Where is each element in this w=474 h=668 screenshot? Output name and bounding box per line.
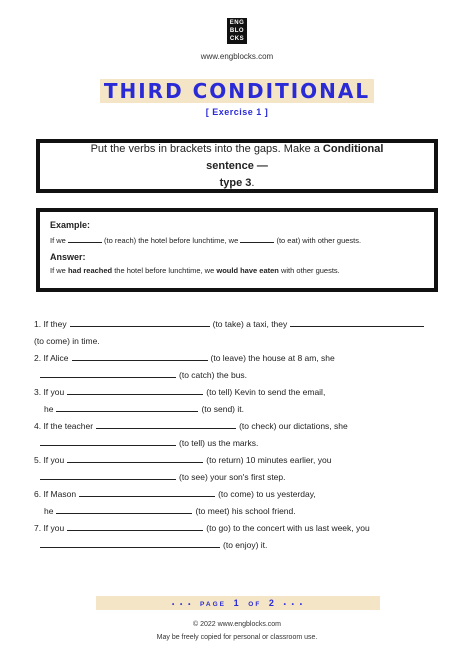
exercise-text: (to take) a taxi, they [212,319,288,329]
engblocks-logo [227,18,247,44]
site-url[interactable]: www.engblocks.com [200,52,274,61]
exercise-text: (to come) in time. [34,336,100,346]
example-heading: Example: [50,220,91,230]
page-title: THIRD CONDITIONAL [100,79,374,103]
exercise-text: 6. If Mason [34,489,77,499]
exercise-text: (to catch) the bus. [179,370,248,380]
answer-blank[interactable] [40,435,176,446]
answer-bold: had reached [67,266,113,275]
answer-blank[interactable] [40,367,176,378]
exercise-item-2 [34,350,444,384]
exercise-item-4 [34,418,444,452]
answer-blank[interactable] [56,503,192,514]
exercise-text: (to go) to the concert with us last week, you [206,523,370,533]
answer-blank[interactable] [290,316,424,327]
logo-line: ENG [229,20,245,26]
exercise-text: 3. If you [34,387,65,397]
exercise-text: (to return) 10 minutes earlier, you [206,455,332,465]
answer-heading: Answer: [50,252,86,262]
example-box [36,208,438,292]
logo-line: CKS [229,36,245,42]
exercise-item-7 [34,520,444,554]
example-part: (to reach) the hotel before lunchtime, we [104,236,239,245]
title-wrap [0,79,474,103]
instructions-end: . [251,176,255,189]
answer-blank[interactable] [67,452,203,463]
dots-decoration: • • • [283,601,305,608]
exercise-item-1 [34,316,444,350]
instructions-box [36,139,438,193]
instructions-bold: Conditional sentence — [206,142,384,172]
example-gap [240,234,274,243]
page-word: PAGE [200,601,226,608]
exercise-text: he [44,404,54,414]
exercise-text: (to meet) his school friend. [195,506,296,516]
exercise-text: (to come) to us yesterday, [218,489,316,499]
answer-blank[interactable] [67,384,203,395]
answer-bold: would have eaten [216,266,279,275]
page-total: 2 [268,598,276,608]
page-number: 1 [233,598,241,608]
copyright: © 2022 www.engblocks.com [192,621,282,628]
exercise-text: 4. If the teacher [34,421,94,431]
exercise-text: (to check) our dictations, she [239,421,348,431]
exercise-text: (to see) your son's first step. [179,472,286,482]
logo-line: BLO [229,28,245,34]
of-word: OF [248,601,262,608]
exercise-text: (to tell) us the marks. [179,438,259,448]
exercise-text: (to tell) Kevin to send the email, [206,387,326,397]
example-part: If we [50,236,66,245]
answer-blank[interactable] [67,520,203,531]
exercise-list [34,316,444,554]
answer-part: If we [50,266,68,275]
answer-part: with other guests. [278,266,340,275]
answer-blank[interactable] [79,486,215,497]
answer-blank[interactable] [56,401,198,412]
example-part: (to eat) with other guests. [276,236,362,245]
instructions-text [68,141,406,192]
exercise-item-3 [34,384,444,418]
instructions-bold-2: type 3 [219,176,252,189]
answer-part: the hotel before lunchtime, we [112,266,217,275]
answer-blank[interactable] [72,350,208,361]
exercise-label: [ Exercise 1 ] [205,107,269,117]
exercise-text: (to enjoy) it. [223,540,268,550]
page-indicator [96,596,380,610]
dots-decoration: • • • [171,601,193,608]
answer-blank[interactable] [96,418,236,429]
exercise-text: 7. If you [34,523,65,533]
example-sentence [50,234,424,245]
answer-blank[interactable] [40,537,220,548]
instructions-part: Put the verbs in brackets into the gaps. Make a [90,142,323,155]
usage-note: May be freely copied for personal or classroom use. [156,634,318,641]
exercise-item-5 [34,452,444,486]
answer-sentence [50,266,424,275]
example-gap [68,234,102,243]
exercise-text: 1. If they [34,319,67,329]
answer-blank[interactable] [70,316,210,327]
exercise-text: he [44,506,54,516]
exercise-text: (to send) it. [201,404,244,414]
exercise-text: (to leave) the house at 8 am, she [210,353,335,363]
exercise-item-6 [34,486,444,520]
exercise-text: 2. If Alice [34,353,69,363]
answer-blank[interactable] [40,469,176,480]
exercise-text: 5. If you [34,455,65,465]
